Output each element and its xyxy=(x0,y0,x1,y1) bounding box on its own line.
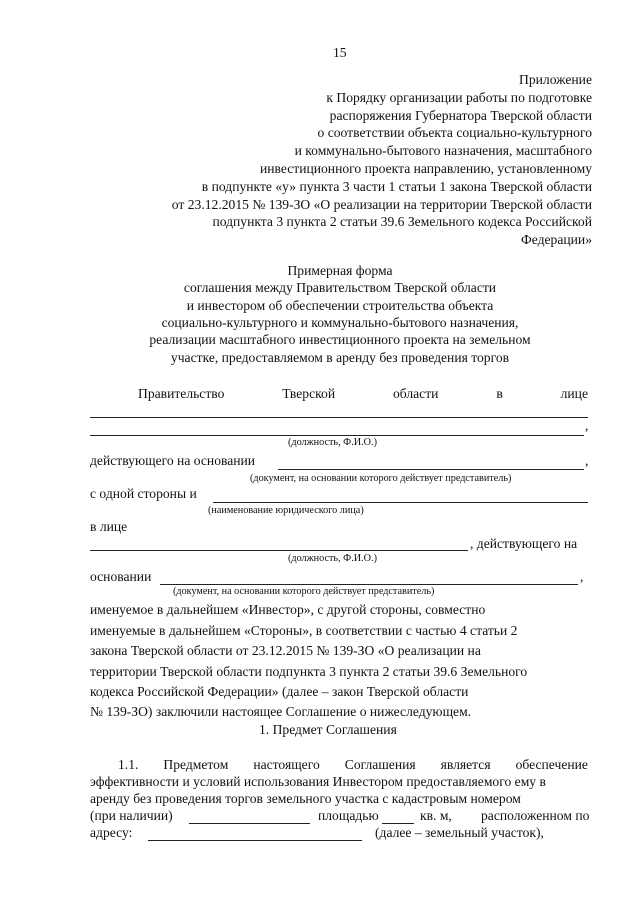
blank-cadastral-line xyxy=(189,823,310,824)
hint-position: (должность, Ф.И.О.) xyxy=(288,437,377,448)
section1-word: Предметом xyxy=(163,757,229,772)
hint-position-2: (должность, Ф.И.О.) xyxy=(288,553,377,564)
appendix-line: в подпункте «у» пункта 3 части 1 статьи 1 закона Тверской области xyxy=(201,178,592,194)
parties-paragraph-last: № 139-ЗО) заключили настоящее Соглашение о нижеследующем. xyxy=(90,704,472,719)
form-title-line: соглашения между Правительством Тверской области xyxy=(183,280,497,296)
section1-word: Соглашения xyxy=(344,757,416,772)
blank-line-1 xyxy=(90,417,588,418)
first-party-word: в xyxy=(496,386,503,401)
appendix-line: Федерации» xyxy=(521,232,592,248)
one-side-label: с одной стороны и xyxy=(90,486,197,501)
parties-paragraph-line: именуемые в дальнейшем «Стороны», в соответствии с частью 4 статьи 2 xyxy=(90,622,518,638)
blank-line-document-2 xyxy=(160,584,578,585)
comma-mark-3: , xyxy=(580,569,584,584)
section1-word: настоящего xyxy=(253,757,320,772)
appendix-line: Приложение xyxy=(519,72,592,87)
form-title-line: и инвестором об обеспечении строительства объекта xyxy=(186,297,494,313)
appendix-line: о соответствии объекта социально-культурного xyxy=(317,125,592,141)
section1-line5-a: адресу: xyxy=(90,825,133,840)
section1-line4-c: кв. м, xyxy=(420,808,452,823)
parties-paragraph-line: закона Тверской области от 23.12.2015 № 139-ЗО «О реализации на xyxy=(90,643,481,658)
hint-legal-entity: (наименование юридического лица) xyxy=(208,505,364,516)
acting-on-label: , действующего на xyxy=(470,536,578,551)
comma-mark: , xyxy=(585,418,589,433)
blank-area-line xyxy=(382,823,414,824)
form-title-line: социально-культурного и коммунально-бытового назначения, xyxy=(161,314,519,330)
hint-document-2: (документ, на основании которого действует представитель) xyxy=(173,586,435,597)
acting-basis-label: действующего на основании xyxy=(90,453,256,468)
section1-line4-d: расположенном по xyxy=(481,808,590,823)
first-party-word: области xyxy=(392,386,439,401)
section1-word: обеспечение xyxy=(515,757,588,772)
appendix-line: к Порядку организации работы по подготовке xyxy=(326,89,592,105)
first-party-word: Тверской xyxy=(282,386,336,401)
first-party-line xyxy=(138,386,588,402)
appendix-line: инвестиционного проекта направлению, установленному xyxy=(259,161,592,176)
form-title-line: реализации масштабного инвестиционного проекта на земельном xyxy=(149,332,531,348)
first-party-word: Правительство xyxy=(138,386,225,401)
section1-line4-a: (при наличии) xyxy=(90,808,173,823)
appendix-line: от 23.12.2015 № 139-ЗО «О реализации на территории Тверской области xyxy=(171,196,592,212)
parties-paragraph-line: кодекса Российской Федерации» (далее – закон Тверской области xyxy=(90,684,469,699)
section1-heading: 1. Предмет Соглашения xyxy=(259,722,397,737)
hint-document: (документ, на основании которого действует представитель) xyxy=(250,473,512,484)
section1-line3: аренду без проведения торгов земельного участка с кадастровым номером xyxy=(90,791,521,806)
blank-line-2 xyxy=(90,435,584,436)
in-person-label: в лице xyxy=(90,519,128,534)
section1-line4-b: площадью xyxy=(318,808,379,823)
form-title-line: участке, предоставляемом в аренду без проведения торгов xyxy=(170,349,510,365)
page-number: 15 xyxy=(333,45,347,60)
section1-word: является xyxy=(440,757,491,772)
section1-line5-b: (далее – земельный участок), xyxy=(375,825,544,840)
blank-line-legal-entity xyxy=(213,502,588,503)
section1-line2: эффективности и условий использования Инвестором предоставляемого ему в xyxy=(90,774,546,789)
appendix-line: и коммунально-бытового назначения, масштабного xyxy=(294,143,592,159)
section1-line1 xyxy=(90,757,588,773)
appendix-line: подпункта 3 пункта 2 статьи 39.6 Земельного кодекса Российской xyxy=(212,214,592,230)
first-party-word: лице xyxy=(560,386,588,401)
basis-label: основании xyxy=(90,569,152,584)
blank-line-document xyxy=(278,469,584,470)
parties-paragraph-line: территории Тверской области подпункта 3 пункта 2 статьи 39.6 Земельного xyxy=(90,663,528,679)
parties-paragraph-line: именуемое в дальнейшем «Инвестор», с другой стороны, совместно xyxy=(90,602,486,617)
section1-word: 1.1. xyxy=(118,757,139,772)
blank-line-representative xyxy=(90,550,468,551)
appendix-line: распоряжения Губернатора Тверской области xyxy=(329,107,592,123)
form-title-line: Примерная форма xyxy=(287,263,393,278)
blank-address-line xyxy=(148,840,362,841)
comma-mark-2: , xyxy=(585,453,589,468)
